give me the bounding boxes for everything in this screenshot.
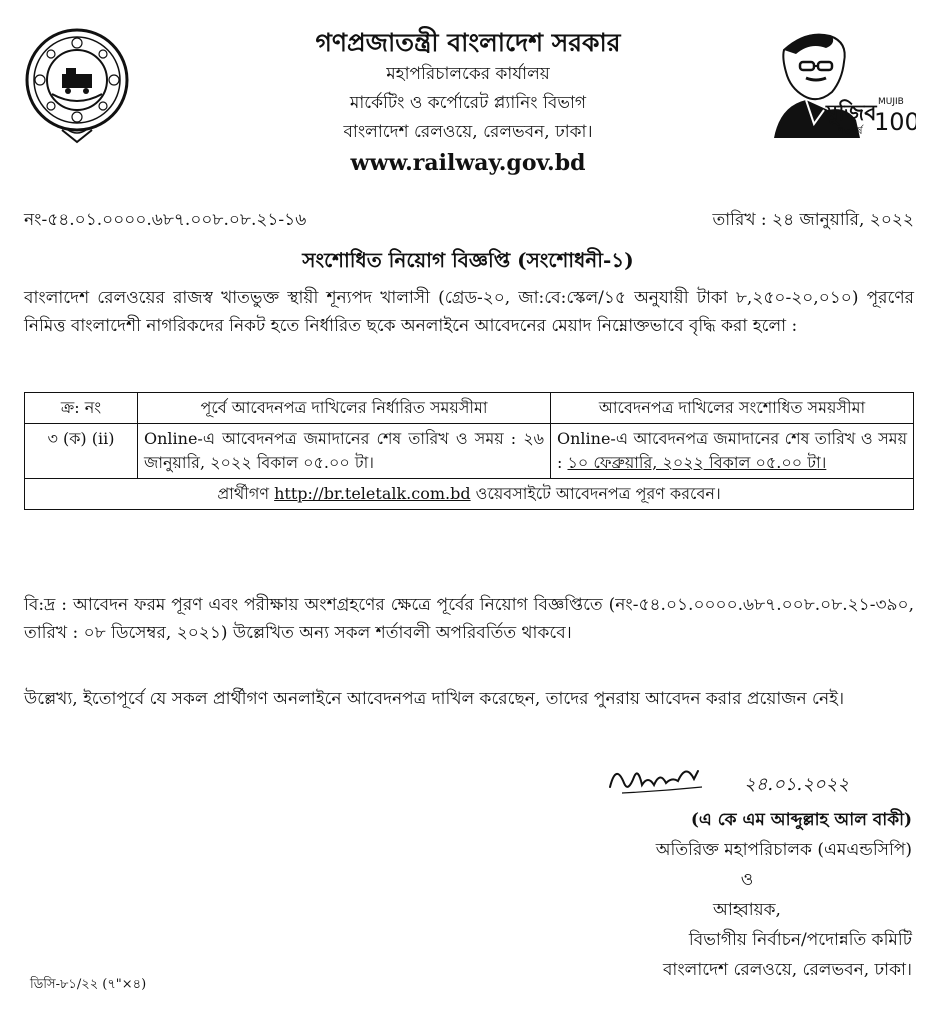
signatory-office: বাংলাদেশ রেলওয়ে, রেলভবন, ঢাকা। (662, 960, 912, 980)
new-deadline-value: ১০ ফেব্রুয়ারি, ২০২২ বিকাল ০৫.০০ টা। (567, 453, 827, 472)
office-address: বাংলাদেশ রেলওয়ে, রেলভবন, ঢাকা। (343, 122, 593, 142)
government-title: গণপ্রজাতন্ত্রী বাংলাদেশ সরকার (315, 28, 621, 57)
note2-paragraph: উল্লেখ্য, ইতোপূর্বে যে সকল প্রার্থীগণ অনলাইনে আবেদনপত্র দাখিল করেছেন, তাদের পুনরায় আবেদন করার প্রয়োজন নেই। (24, 689, 845, 709)
reference-number: নং-৫৪.০১.০০০০.৬৮৭.০০৮.০৮.২১-১৬ (24, 210, 307, 230)
railway-emblem-icon (22, 22, 132, 150)
apply-prefix: প্রার্থীগণ (217, 484, 275, 503)
table-row (25, 424, 914, 479)
signatory-designation: অতিরিক্ত মহাপরিচালক (এমএন্ডসিপি) (655, 840, 912, 860)
row-old-deadline: Online-এ আবেদনপত্র জমাদানের শেষ তারিখ ও সময় : ২৬ জানুয়ারি, ২০২২ বিকাল ০৫.০০ টা। (138, 424, 551, 479)
notice-date: তারিখ : ২৪ জানুয়ারি, ২০২২ (712, 210, 914, 230)
shatabarsha-text: শতবর্ষ (838, 126, 863, 137)
table-footer-row (25, 479, 914, 510)
mujib-en-text: MUJIB (878, 97, 904, 107)
row-new-deadline (551, 424, 914, 479)
mujib-text: মুজিব (826, 101, 877, 126)
conjunction-text: ও (740, 870, 754, 890)
table-header-row (25, 393, 914, 424)
signature-block (582, 805, 912, 985)
header-serial: ক্র: নং (25, 393, 138, 424)
apply-instruction (25, 479, 914, 510)
new-deadline-prefix: Online-এ আবেদনপত্র জমাদানের শেষ তারিখ ও সময় : (557, 429, 907, 472)
signature-date: ২৪.০১.২০২২ (744, 774, 850, 795)
notice-title: সংশোধিত নিয়োগ বিজ্ঞপ্তি (সংশোধনী-১) (302, 248, 634, 272)
schedule-table (24, 392, 914, 510)
mujib-100-logo (766, 28, 916, 140)
department-name: মার্কেটিং ও কর্পোরেট প্ল্যানিং বিভাগ (349, 93, 587, 113)
signatory-name: (এ কে এম আব্দুল্লাহ আল বাকী) (690, 810, 912, 830)
hundred-text: 100 (874, 108, 916, 136)
convener-title: আহ্বায়ক, (713, 900, 781, 920)
teletalk-link[interactable]: http://br.teletalk.com.bd (274, 484, 471, 503)
committee-name: বিভাগীয় নির্বাচন/পদোন্নতি কমিটি (688, 930, 912, 950)
office-name: মহাপরিচালকের কার্যালয় (386, 64, 550, 84)
letterhead (150, 26, 786, 179)
row-serial: ৩ (ক) (ii) (25, 424, 138, 479)
website-link[interactable]: www.railway.gov.bd (350, 150, 586, 176)
dfp-code: ডিসি-৮১/২২ (৭"×৪) (30, 977, 147, 992)
note-paragraph: বি:দ্র : আবেদন ফরম পূরণ এবং পরীক্ষায় অংশগ্রহণের ক্ষেত্রে পূর্বের নিয়োগ বিজ্ঞপ্তিতে (নং-৫৪.০১.০০০০.৬৮৭.০০৮.০৮.২১-৩৯০, তারিখ : ০৮ ডিসেম্বর, ২০২১) উল্লেখিত অন্য সকল শর্তাবলী অপরিবর্তিত থাকবে। (24, 595, 914, 643)
apply-suffix: ওয়েবসাইটে আবেদনপত্র পূরণ করবেন। (470, 484, 721, 503)
intro-paragraph: বাংলাদেশ রেলওয়ের রাজস্ব খাতভুক্ত স্থায়ী শূন্যপদ খালাসী (গ্রেড-২০, জা:বে:স্কেল/১৫ অনুযায়ী টাকা ৮,২৫০-২০,০১০) পূরণের নিমিত্ত বাংলাদেশী নাগরিকদের নিকট হতে নির্ধারিত ছকে অনলাইনে আবেদনের মেয়াদ নিম্নোক্তভাবে বৃদ্ধি করা হলো : (24, 288, 914, 336)
header-new-deadline: আবেদনপত্র দাখিলের সংশোধিত সময়সীমা (551, 393, 914, 424)
header-old-deadline: পূর্বে আবেদনপত্র দাখিলের নির্ধারিত সময়সীমা (138, 393, 551, 424)
